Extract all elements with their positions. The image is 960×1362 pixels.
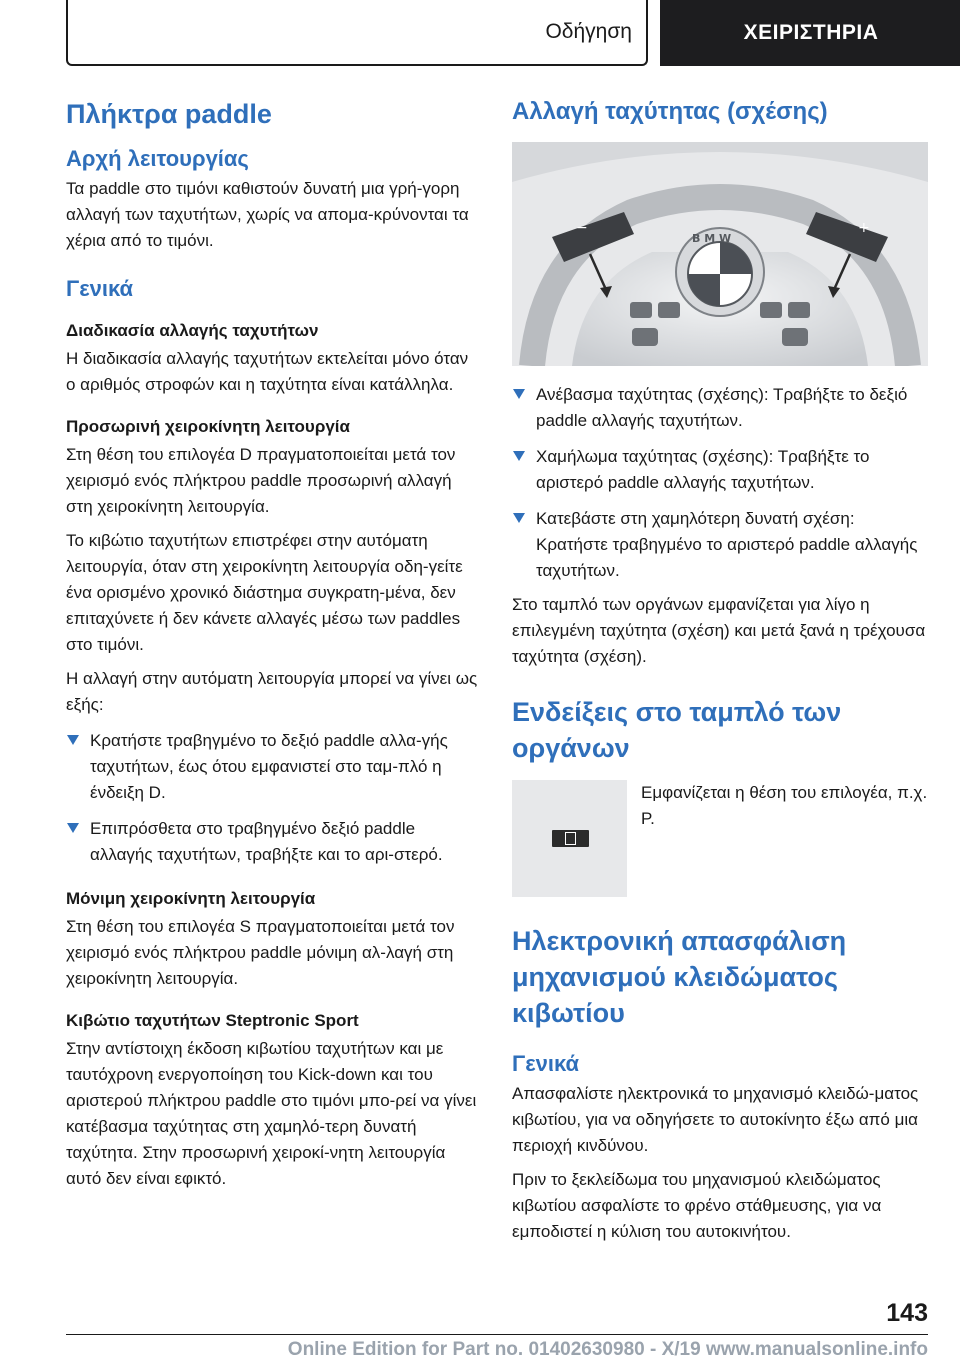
list-item-text: Κατεβάστε στη χαμηλότερη δυνατή σχέση: Κρατήστε τραβηγμένο το αριστερό paddle αλλαγής ταχυτήτων. — [536, 509, 918, 580]
page-number: 143 — [886, 1299, 928, 1327]
svg-text:B M W: B M W — [692, 232, 732, 245]
list-item-text: Κρατήστε τραβηγμένο το δεξιό paddle αλλα‐γής ταχυτήτων, έως ότου εμφανιστεί στο ταμ‐πλό η ένδειξη D. — [90, 731, 448, 802]
list-item — [66, 816, 478, 868]
header-tabs — [66, 0, 960, 66]
list-item-text: Χαμήλωμα ταχύτητας (σχέσης): Τραβήξτε το αριστερό paddle αλλαγής ταχυτήτων. — [536, 447, 870, 492]
heading-general: Γενικά — [66, 276, 134, 301]
park-indicator-icon — [552, 830, 589, 847]
heading-electronic-unlock: Ηλεκτρονική απασφάλιση μηχανισμού κλειδώματος κιβωτίου — [512, 926, 847, 1028]
tab-controls-label: ΧΕΙΡΙΣΤΗΡΙΑ — [743, 21, 879, 44]
triangle-bullet-icon — [513, 513, 525, 523]
temporary-manual-text-1: Στη θέση του επιλογέα D πραγματοποιείται μετά τον χειρισμό ενός πλήκτρου paddle προσωρινή αλλαγή στη χειροκίνητη λειτουργία. — [66, 445, 456, 516]
tab-guide-label: Οδήγηση — [545, 20, 632, 43]
instrument-display-text: Εμφανίζεται η θέση του επιλογέα, π.χ. P. — [641, 783, 928, 828]
edition-text — [288, 1338, 928, 1362]
left-column — [66, 96, 478, 1192]
gear-shift-list — [512, 382, 928, 584]
steering-wheel-illustration — [512, 142, 928, 366]
list-item — [512, 506, 928, 584]
list-item — [512, 444, 928, 496]
temporary-manual-text-3: Η αλλαγή στην αυτόματη λειτουργία μπορεί να γίνει ως εξής: — [66, 669, 478, 714]
heading-gear-shift: Αλλαγή ταχύτητας (σχέσης) — [512, 98, 828, 125]
lock-text-2: Πριν το ξεκλείδωμα του μηχανισμού κλειδώματος κιβωτίου ασφαλίστε το φρένο στάθμευσης, για να εμποδιστεί η κύλιση του αυτοκινήτου. — [512, 1170, 882, 1241]
principle-text: Τα paddle στο τιμόνι καθιστούν δυνατή μια γρή‐γορη αλλαγή των ταχυτήτων, χωρίς να απομα‐κρύνονται τα χέρια από το τιμόνι. — [66, 179, 469, 250]
instrument-display-image — [512, 780, 627, 897]
edition-label: Online Edition for Part no. 01402630980 - X/19 — [287, 1339, 701, 1360]
list-item — [66, 728, 478, 806]
section-title-paddle: Πλήκτρα paddle — [66, 99, 272, 129]
tab-guide[interactable] — [66, 0, 648, 66]
triangle-bullet-icon — [513, 451, 525, 461]
triangle-bullet-icon — [67, 823, 79, 833]
lock-text-1: Απασφαλίστε ηλεκτρονικά το μηχανισμό κλειδώ‐ματος κιβωτίου, για να οδηγήσετε το αυτοκίνητο έξω από μια περιοχή κινδύνου. — [512, 1084, 919, 1155]
heading-principle: Αρχή λειτουργίας — [66, 146, 249, 171]
svg-text:−: − — [576, 220, 588, 236]
instrument-display-row — [512, 780, 928, 897]
heading-temporary-manual: Προσωρινή χειροκίνητη λειτουργία — [66, 417, 350, 436]
tab-controls[interactable] — [660, 0, 960, 66]
heading-instrument-displays: Ενδείξεις στο ταμπλό των οργάνων — [512, 697, 842, 763]
heading-steptronic-sport: Κιβώτιο ταχυτήτων Steptronic Sport — [66, 1011, 359, 1030]
triangle-bullet-icon — [513, 389, 525, 399]
svg-text:+: + — [858, 220, 870, 236]
list-item — [512, 382, 928, 434]
list-item-text: Ανέβασμα ταχύτητας (σχέσης): Τραβήξτε το δεξιό paddle αλλαγής ταχυτήτων. — [536, 385, 908, 430]
bmw-logo-icon — [676, 228, 764, 316]
permanent-manual-text: Στη θέση του επιλογέα S πραγματοποιείται μετά τον χειρισμό ενός πλήκτρου paddle μόνιμη αλ‐λαγή στη χειροκίνητη λειτουργία. — [66, 917, 455, 988]
heading-procedure: Διαδικασία αλλαγής ταχυτήτων — [66, 321, 319, 340]
temporary-manual-list — [66, 728, 478, 868]
temporary-manual-text-2: Το κιβώτιο ταχυτήτων επιστρέφει στην αυτόματη λειτουργία, όταν στη χειροκίνητη λειτουργία οδη‐γείτε ένα ορισμένο χρονικό διάστημα συγκρατη‐μένα, δεν επιταχύνετε ή δεν κάνετε αλλαγές μέσω των paddles στο τιμόνι. — [66, 531, 463, 654]
gear-shift-text: Στο ταμπλό των οργάνων εμφανίζεται για λίγο η επιλεγμένη ταχύτητα (σχέση) και μετά ξανά η τρέχουσα ταχύτητα (σχέση). — [512, 595, 926, 666]
list-item-text: Επιπρόσθετα στο τραβηγμένο δεξιό paddle αλλαγής ταχυτήτων, τραβήξτε και το αρι‐στερό. — [90, 819, 443, 864]
heading-lock-general: Γενικά — [512, 1051, 580, 1076]
triangle-bullet-icon — [67, 735, 79, 745]
watermark-text: www.manualsonline.info — [705, 1339, 928, 1360]
procedure-text: Η διαδικασία αλλαγής ταχυτήτων εκτελείται μόνο όταν ο αριθμός στροφών και η ταχύτητα είναι κατάλληλα. — [66, 349, 469, 394]
steering-wheel-image — [512, 142, 928, 366]
steptronic-sport-text: Στην αντίστοιχη έκδοση κιβωτίου ταχυτήτων και με ταυτόχρονη ενεργοποίηση του Kick-down και του αριστερού πλήκτρου paddle στο τιμόνι μπο‐ρεί να γίνει κατέβασμα ταχύτητας στη χαμηλό‐τερη δυνατή ταχύτητα. Στην προσωρινή χειροκί‐νητη λειτουργία αυτό δεν είναι εφικτό. — [66, 1039, 477, 1188]
heading-permanent-manual: Μόνιμη χειροκίνητη λειτουργία — [66, 889, 316, 908]
footer-divider — [66, 1334, 928, 1335]
right-column — [512, 96, 928, 1245]
